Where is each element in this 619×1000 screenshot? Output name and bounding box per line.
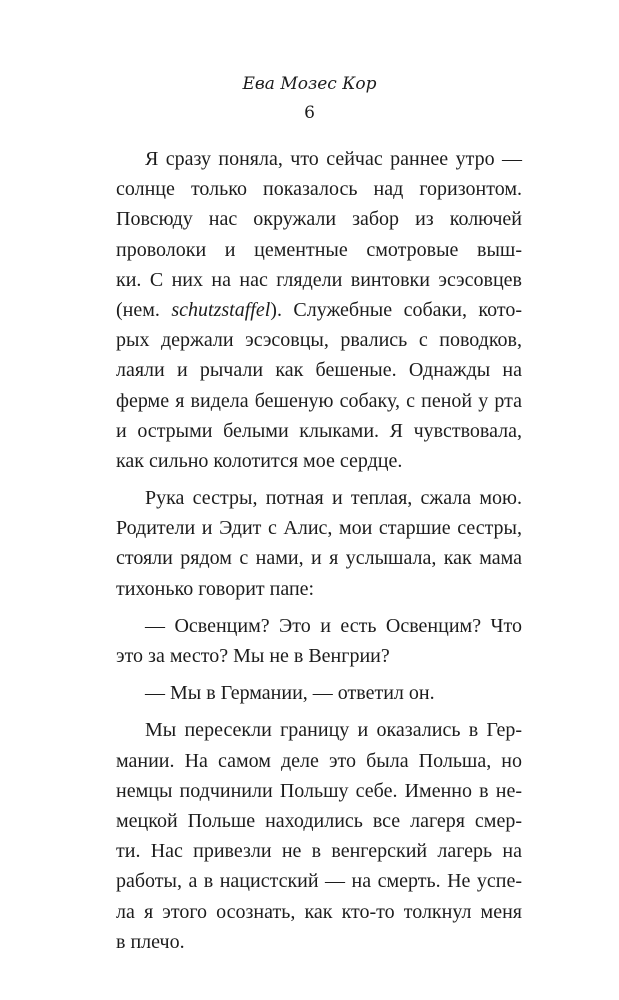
text-line: рых держали эсэсовцы, рвались с поводков, xyxy=(116,329,522,352)
text-line: мецкой Польше находились все лагеря смер- xyxy=(116,809,522,832)
text-line: проволоки и цементные смотровые выш- xyxy=(116,238,522,261)
text-line: работы, а в нацистский — на смерть. Не успе- xyxy=(116,870,522,893)
text-line: ферме я видела бешеную собаку, с пеной у рта xyxy=(116,389,522,412)
text-line: в плечо. xyxy=(116,930,185,953)
paragraph-4 xyxy=(116,678,522,708)
text-line: ла я этого осознать, как кто-то толкнул меня xyxy=(116,900,522,923)
text-line: тихонько говорит папе: xyxy=(116,577,315,600)
text-line: Рука сестры, потная и теплая, сжала мою. xyxy=(145,487,522,510)
text-line: — Мы в Германии, — ответил он. xyxy=(145,682,435,705)
body-text xyxy=(116,144,522,964)
text-line: Повсюду нас окружали забор из колючей xyxy=(116,208,522,231)
paragraph-3 xyxy=(116,611,522,671)
paragraph-2 xyxy=(116,483,522,604)
text-line: Я сразу поняла, что сейчас раннее утро — xyxy=(145,148,522,170)
text-line: ти. Нас привезли не в венгерский лагерь на xyxy=(116,840,522,863)
text-line: мании. На самом деле это была Польша, но xyxy=(116,749,522,772)
text-line: ки. С них на нас глядели винтовки эсэсовцев xyxy=(116,268,522,291)
paragraph-5 xyxy=(116,715,522,957)
running-title: Ева Мозес Кор xyxy=(242,74,377,94)
text-line: Мы пересекли границу и оказались в Гер- xyxy=(145,719,522,742)
text-line: лаяли и рычали как бешеные. Однажды на xyxy=(116,359,522,382)
text-line xyxy=(116,295,522,325)
text-line: это за место? Мы не в Венгрии? xyxy=(116,645,390,667)
italic-term: schutzstaffel xyxy=(171,298,271,321)
text-line: солнце только показалось над горизонтом. xyxy=(116,178,522,201)
page-number: 6 xyxy=(304,103,315,123)
text-segment: (нем. xyxy=(116,298,172,321)
paragraph-1 xyxy=(116,144,522,476)
text-line: стояли рядом с нами, и я услышала, как мама xyxy=(116,547,522,570)
text-line: немцы подчинили Польшу себе. Именно в не- xyxy=(116,779,522,802)
text-line: и острыми белыми клыками. Я чувствовала, xyxy=(116,419,522,442)
text-line: как сильно колотится мое сердце. xyxy=(116,449,403,472)
text-line: — Освенцим? Это и есть Освенцим? Что xyxy=(145,614,522,637)
text-line: Родители и Эдит с Алис, мои старшие сестры, xyxy=(116,517,522,540)
text-segment: ). Служебные собаки, кото- xyxy=(270,298,522,321)
